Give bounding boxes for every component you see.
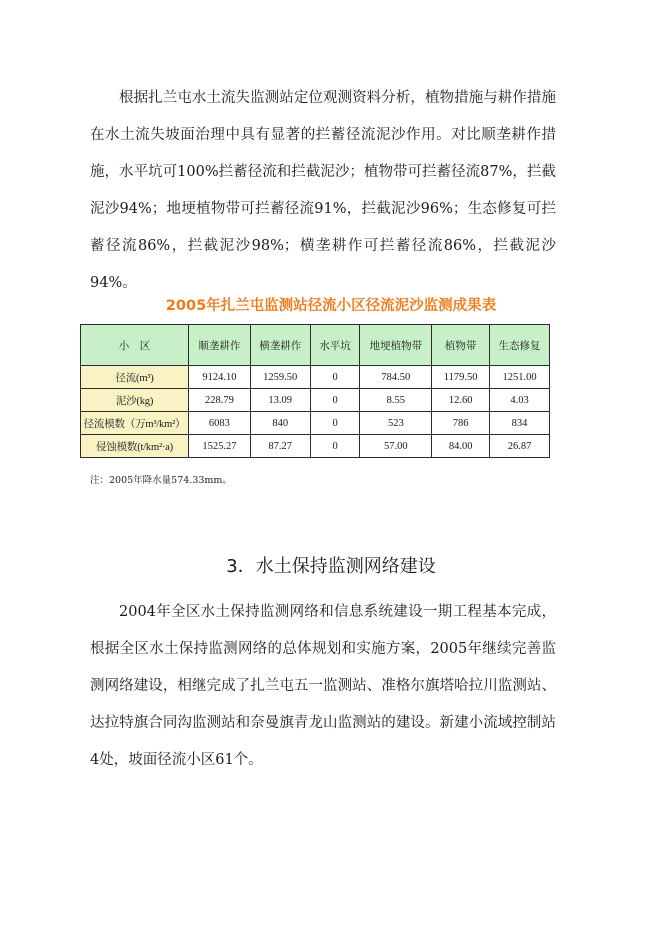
table-header-row [81, 325, 550, 366]
table-row [81, 435, 550, 458]
table-cell: 13.09 [250, 389, 310, 412]
table-cell: 0 [310, 366, 360, 389]
table-cell: 8.55 [360, 389, 432, 412]
header-cell: 小 区 [81, 325, 189, 366]
table-cell: 57.00 [360, 435, 432, 458]
table-cell: 0 [310, 389, 360, 412]
table-cell: 840 [250, 412, 310, 435]
header-cell: 植物带 [432, 325, 490, 366]
header-cell: 生态修复 [490, 325, 550, 366]
table-cell: 228.79 [188, 389, 250, 412]
header-cell: 横垄耕作 [250, 325, 310, 366]
table-cell: 1251.00 [490, 366, 550, 389]
section-paragraph: 2004年全区水土保持监测网络和信息系统建设一期工程基本完成，根据全区水土保持监测网络的总体规划和实施方案，2005年继续完善监测网络建设，相继完成了扎兰屯五一监测站、准格尔旗塔哈拉川监测站、达拉特旗合同沟监测站和奈曼旗青龙山监测站的建设。新建小流域控制站4处，坡面径流小区61个。 [90, 604, 556, 768]
row-label: 径流模数（万m³/km²） [81, 412, 189, 435]
table-cell: 523 [360, 412, 432, 435]
section-heading: 3．水土保持监测网络建设 [226, 556, 436, 577]
table-cell: 1525.27 [188, 435, 250, 458]
header-cell: 水平坑 [310, 325, 360, 366]
table-cell: 87.27 [250, 435, 310, 458]
table-row [81, 366, 550, 389]
table-cell: 0 [310, 435, 360, 458]
header-cell: 地埂植物带 [360, 325, 432, 366]
table-cell: 4.03 [490, 389, 550, 412]
row-label: 径流(m³) [81, 366, 189, 389]
table-cell: 0 [310, 412, 360, 435]
row-label: 侵蚀模数(t/km²·a) [81, 435, 189, 458]
row-label: 泥沙(kg) [81, 389, 189, 412]
table-note: 注：2005年降水量574.33mm。 [90, 475, 232, 486]
results-table [80, 324, 550, 458]
table-cell: 9124.10 [188, 366, 250, 389]
table-cell: 84.00 [432, 435, 490, 458]
table-cell: 834 [490, 412, 550, 435]
table-row [81, 389, 550, 412]
table-cell: 6083 [188, 412, 250, 435]
table-cell: 1259.50 [250, 366, 310, 389]
table-cell: 786 [432, 412, 490, 435]
table-row [81, 412, 550, 435]
table-cell: 784.50 [360, 366, 432, 389]
table-cell: 26.87 [490, 435, 550, 458]
table-cell: 12.60 [432, 389, 490, 412]
intro-paragraph: 根据扎兰屯水土流失监测站定位观测资料分析，植物措施与耕作措施在水土流失坡面治理中具有显著的拦蓄径流泥沙作用。对比顺垄耕作措施，水平坑可100%拦蓄径流和拦截泥沙；植物带可拦蓄径流87%，拦截泥沙94%；地埂植物带可拦蓄径流91%，拦截泥沙96%；生态修复可拦蓄径流86%，拦截泥沙98%；横垄耕作可拦蓄径流86%，拦截泥沙94%。 [90, 90, 556, 291]
table-title: 2005年扎兰屯监测站径流小区径流泥沙监测成果表 [165, 298, 497, 314]
table-cell: 1179.50 [432, 366, 490, 389]
header-cell: 顺垄耕作 [188, 325, 250, 366]
